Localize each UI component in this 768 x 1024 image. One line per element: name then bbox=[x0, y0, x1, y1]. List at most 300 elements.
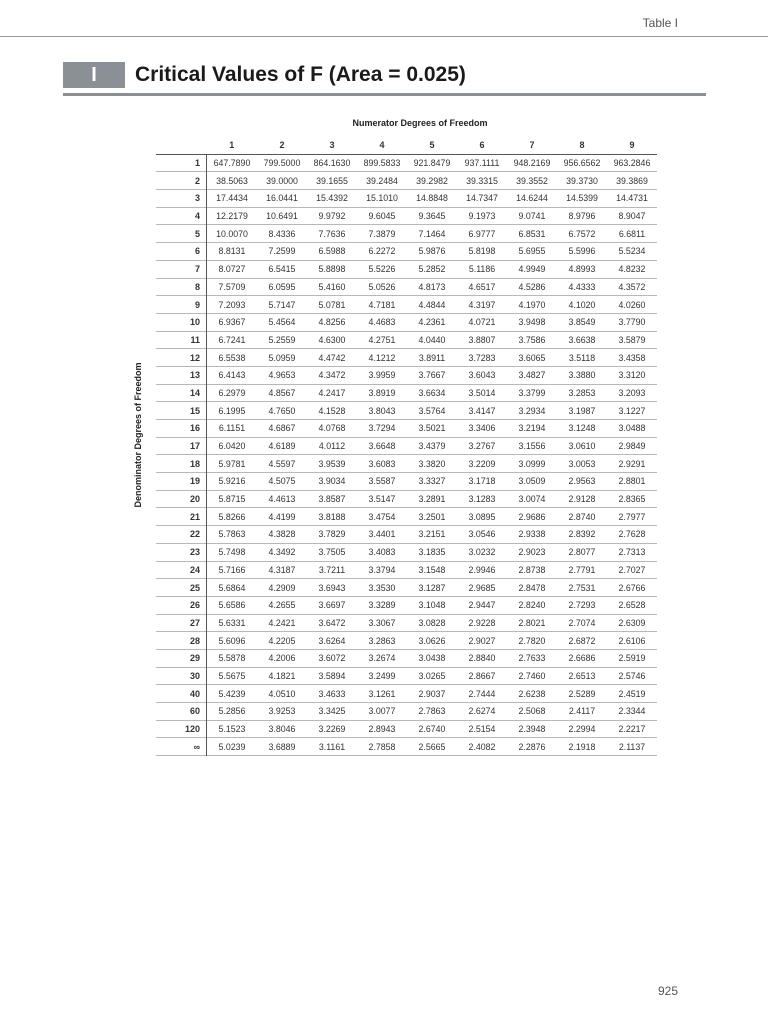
critical-value-cell: 2.2217 bbox=[618, 724, 646, 735]
table-row bbox=[156, 614, 657, 632]
critical-value-cell: 3.1718 bbox=[468, 476, 496, 487]
critical-value-cell: 2.9685 bbox=[468, 582, 496, 593]
row-df-label: 3 bbox=[156, 190, 207, 208]
critical-value-cell: 15.4392 bbox=[316, 193, 348, 204]
critical-value-cell: 3.0610 bbox=[568, 441, 596, 452]
critical-value-cell: 10.0070 bbox=[216, 228, 248, 239]
row-df-label: 5 bbox=[156, 225, 207, 243]
critical-value-cell: 3.4147 bbox=[468, 405, 496, 416]
table-row bbox=[156, 473, 657, 491]
critical-value-cell: 8.0727 bbox=[218, 264, 246, 275]
critical-value-cell: 2.9946 bbox=[468, 564, 496, 575]
critical-value-cell: 5.5234 bbox=[618, 246, 646, 257]
critical-value-cell: 14.6244 bbox=[516, 193, 548, 204]
critical-value-cell: 2.7074 bbox=[568, 617, 596, 628]
row-df-label: ∞ bbox=[156, 738, 207, 756]
critical-value-cell: 956.6562 bbox=[563, 158, 601, 169]
critical-value-cell: 8.9796 bbox=[568, 211, 596, 222]
critical-value-cell: 6.5988 bbox=[318, 246, 346, 257]
critical-value-cell: 3.6083 bbox=[368, 458, 396, 469]
critical-value-cell: 14.7347 bbox=[466, 193, 498, 204]
corner-cell bbox=[156, 137, 207, 154]
critical-value-cell: 2.6686 bbox=[568, 653, 596, 664]
column-header: 8 bbox=[557, 137, 607, 154]
critical-value-cell: 4.6189 bbox=[268, 441, 296, 452]
critical-value-cell: 3.0265 bbox=[418, 670, 446, 681]
critical-value-cell: 5.9781 bbox=[218, 458, 246, 469]
critical-value-cell: 3.2501 bbox=[418, 511, 446, 522]
critical-value-cell: 12.2179 bbox=[216, 211, 248, 222]
table-row bbox=[156, 313, 657, 331]
critical-value-cell: 14.4731 bbox=[616, 193, 648, 204]
critical-value-cell: 3.6889 bbox=[268, 741, 296, 752]
critical-value-cell: 3.8919 bbox=[368, 387, 396, 398]
critical-value-cell: 5.6955 bbox=[518, 246, 546, 257]
critical-value-cell: 5.8198 bbox=[468, 246, 496, 257]
critical-value-cell: 14.8848 bbox=[416, 193, 448, 204]
critical-value-cell: 6.9367 bbox=[218, 317, 246, 328]
critical-value-cell: 3.1161 bbox=[318, 741, 346, 752]
critical-value-cell: 3.8043 bbox=[368, 405, 396, 416]
critical-value-cell: 2.2994 bbox=[568, 724, 596, 735]
critical-value-cell: 3.6043 bbox=[468, 370, 496, 381]
critical-value-cell: 4.8993 bbox=[568, 264, 596, 275]
critical-value-cell: 9.1973 bbox=[468, 211, 496, 222]
critical-value-cell: 3.6634 bbox=[418, 387, 446, 398]
critical-value-cell: 3.2934 bbox=[518, 405, 546, 416]
critical-value-cell: 3.3530 bbox=[368, 582, 396, 593]
critical-value-cell: 2.6766 bbox=[618, 582, 646, 593]
critical-value-cell: 3.6648 bbox=[368, 441, 396, 452]
critical-value-cell: 3.4633 bbox=[318, 688, 346, 699]
critical-value-cell: 2.8667 bbox=[468, 670, 496, 681]
critical-value-cell: 2.3344 bbox=[618, 706, 646, 717]
critical-value-cell: 6.5415 bbox=[268, 264, 296, 275]
critical-value-cell: 3.4358 bbox=[618, 352, 646, 363]
critical-value-cell: 9.0741 bbox=[518, 211, 546, 222]
critical-value-cell: 5.0239 bbox=[218, 741, 246, 752]
critical-value-cell: 7.5709 bbox=[218, 281, 246, 292]
critical-value-cell: 3.0077 bbox=[368, 706, 396, 717]
critical-value-cell: 5.6331 bbox=[218, 617, 246, 628]
critical-value-cell: 10.6491 bbox=[266, 211, 298, 222]
row-df-label: 25 bbox=[156, 579, 207, 597]
critical-value-cell: 6.4143 bbox=[218, 370, 246, 381]
table-row bbox=[156, 384, 657, 402]
critical-value-cell: 5.2856 bbox=[218, 706, 246, 717]
critical-value-cell: 3.4083 bbox=[368, 547, 396, 558]
critical-value-cell: 8.9047 bbox=[618, 211, 646, 222]
critical-value-cell: 2.9447 bbox=[468, 600, 496, 611]
critical-value-cell: 3.1835 bbox=[418, 547, 446, 558]
critical-value-cell: 5.4160 bbox=[318, 281, 346, 292]
column-header: 4 bbox=[357, 137, 407, 154]
row-df-label: 10 bbox=[156, 313, 207, 331]
critical-value-cell: 3.3120 bbox=[618, 370, 646, 381]
critical-value-cell: 3.6264 bbox=[318, 635, 346, 646]
critical-value-cell: 3.3067 bbox=[368, 617, 396, 628]
critical-value-cell: 2.7444 bbox=[468, 688, 496, 699]
critical-value-cell: 6.0420 bbox=[218, 441, 246, 452]
critical-value-cell: 4.8567 bbox=[268, 387, 296, 398]
critical-value-cell: 9.6045 bbox=[368, 211, 396, 222]
critical-value-cell: 38.5063 bbox=[216, 175, 248, 186]
row-df-label: 26 bbox=[156, 596, 207, 614]
table-row bbox=[156, 225, 657, 243]
critical-value-cell: 4.4844 bbox=[418, 299, 446, 310]
critical-value-cell: 5.6864 bbox=[218, 582, 246, 593]
critical-value-cell: 5.7498 bbox=[218, 547, 246, 558]
critical-value-cell: 3.5118 bbox=[568, 352, 596, 363]
critical-value-cell: 3.1987 bbox=[568, 405, 596, 416]
table-row bbox=[156, 296, 657, 314]
row-df-label: 13 bbox=[156, 366, 207, 384]
critical-value-cell: 2.7531 bbox=[568, 582, 596, 593]
critical-value-cell: 937.1111 bbox=[464, 158, 500, 169]
critical-value-cell: 4.5597 bbox=[268, 458, 296, 469]
critical-value-cell: 2.6106 bbox=[618, 635, 646, 646]
critical-value-cell: 3.0488 bbox=[618, 423, 646, 434]
critical-value-cell: 4.2909 bbox=[268, 582, 296, 593]
critical-value-cell: 2.7293 bbox=[568, 600, 596, 611]
row-df-label: 24 bbox=[156, 561, 207, 579]
critical-value-cell: 4.4742 bbox=[318, 352, 346, 363]
table-number-badge: I bbox=[63, 62, 125, 88]
table-row bbox=[156, 720, 657, 738]
critical-value-cell: 4.0721 bbox=[468, 317, 496, 328]
critical-value-cell: 5.2559 bbox=[268, 334, 296, 345]
critical-value-cell: 7.1464 bbox=[418, 228, 446, 239]
critical-value-cell: 3.7790 bbox=[618, 317, 646, 328]
critical-value-cell: 2.7863 bbox=[418, 706, 446, 717]
table-row bbox=[156, 685, 657, 703]
title-underline bbox=[63, 93, 706, 96]
table-row bbox=[156, 579, 657, 597]
critical-value-cell: 3.7283 bbox=[468, 352, 496, 363]
critical-value-cell: 4.3828 bbox=[268, 529, 296, 540]
critical-value-cell: 3.8911 bbox=[418, 352, 446, 363]
critical-value-cell: 3.1548 bbox=[418, 564, 446, 575]
critical-value-cell: 3.3880 bbox=[568, 370, 596, 381]
critical-value-cell: 2.7027 bbox=[618, 564, 646, 575]
critical-value-cell: 3.9539 bbox=[318, 458, 346, 469]
table-row bbox=[156, 649, 657, 667]
critical-value-cell: 2.5919 bbox=[618, 653, 646, 664]
critical-value-cell: 3.6943 bbox=[318, 582, 346, 593]
table-row bbox=[156, 437, 657, 455]
critical-value-cell: 4.5075 bbox=[268, 476, 296, 487]
critical-value-cell: 3.5894 bbox=[318, 670, 346, 681]
row-df-label: 22 bbox=[156, 526, 207, 544]
critical-value-cell: 7.2599 bbox=[268, 246, 296, 257]
critical-value-cell: 2.9128 bbox=[568, 494, 596, 505]
row-df-label: 11 bbox=[156, 331, 207, 349]
page-number: 925 bbox=[657, 984, 678, 998]
critical-value-cell: 3.7505 bbox=[318, 547, 346, 558]
column-header: 9 bbox=[607, 137, 657, 154]
critical-value-cell: 4.6517 bbox=[468, 281, 496, 292]
critical-value-cell: 3.0999 bbox=[518, 458, 546, 469]
table-row bbox=[156, 154, 657, 172]
critical-value-cell: 3.7667 bbox=[418, 370, 446, 381]
row-df-label: 23 bbox=[156, 543, 207, 561]
critical-value-cell: 39.3869 bbox=[616, 175, 648, 186]
critical-value-cell: 2.5665 bbox=[418, 741, 446, 752]
critical-value-cell: 2.1918 bbox=[568, 741, 596, 752]
critical-value-cell: 4.2006 bbox=[268, 653, 296, 664]
numerator-df-label: Numerator Degrees of Freedom bbox=[352, 118, 488, 128]
row-df-label: 17 bbox=[156, 437, 207, 455]
critical-value-cell: 899.5833 bbox=[363, 158, 401, 169]
critical-value-cell: 5.7147 bbox=[268, 299, 296, 310]
critical-value-cell: 3.6472 bbox=[318, 617, 346, 628]
table-row bbox=[156, 260, 657, 278]
critical-value-cell: 4.8232 bbox=[618, 264, 646, 275]
table-row bbox=[156, 190, 657, 208]
critical-value-cell: 3.3425 bbox=[318, 706, 346, 717]
critical-value-cell: 6.1995 bbox=[218, 405, 246, 416]
critical-value-cell: 5.5996 bbox=[568, 246, 596, 257]
critical-value-cell: 7.3879 bbox=[368, 228, 396, 239]
critical-value-cell: 2.8077 bbox=[568, 547, 596, 558]
critical-value-cell: 3.3406 bbox=[468, 423, 496, 434]
critical-value-cell: 4.3472 bbox=[318, 370, 346, 381]
critical-value-cell: 39.3730 bbox=[566, 175, 598, 186]
critical-value-cell: 3.1261 bbox=[368, 688, 396, 699]
critical-value-cell: 2.6238 bbox=[518, 688, 546, 699]
critical-value-cell: 5.0959 bbox=[268, 352, 296, 363]
critical-value-cell: 2.8392 bbox=[568, 529, 596, 540]
critical-value-cell: 3.4379 bbox=[418, 441, 446, 452]
critical-value-cell: 3.7211 bbox=[318, 564, 346, 575]
critical-value-cell: 6.9777 bbox=[468, 228, 496, 239]
critical-value-cell: 2.6274 bbox=[468, 706, 496, 717]
row-df-label: 20 bbox=[156, 490, 207, 508]
critical-value-cell: 3.2499 bbox=[368, 670, 396, 681]
critical-value-cell: 2.8943 bbox=[368, 724, 396, 735]
critical-value-cell: 5.7863 bbox=[218, 529, 246, 540]
critical-value-cell: 3.3799 bbox=[518, 387, 546, 398]
critical-value-cell: 2.4519 bbox=[618, 688, 646, 699]
critical-value-cell: 2.9849 bbox=[618, 441, 646, 452]
critical-value-cell: 5.1523 bbox=[218, 724, 246, 735]
critical-value-cell: 3.2194 bbox=[518, 423, 546, 434]
critical-value-cell: 2.6528 bbox=[618, 600, 646, 611]
critical-value-cell: 6.0595 bbox=[268, 281, 296, 292]
critical-value-cell: 39.3552 bbox=[516, 175, 548, 186]
critical-value-cell: 3.8587 bbox=[318, 494, 346, 505]
critical-value-cell: 4.2751 bbox=[368, 334, 396, 345]
critical-value-cell: 2.9228 bbox=[468, 617, 496, 628]
column-header: 1 bbox=[207, 137, 258, 154]
critical-value-cell: 4.3197 bbox=[468, 299, 496, 310]
critical-value-cell: 3.0546 bbox=[468, 529, 496, 540]
row-df-label: 21 bbox=[156, 508, 207, 526]
critical-value-cell: 2.5289 bbox=[568, 688, 596, 699]
critical-value-cell: 4.8256 bbox=[318, 317, 346, 328]
critical-value-cell: 6.7241 bbox=[218, 334, 246, 345]
critical-value-cell: 2.9338 bbox=[518, 529, 546, 540]
critical-value-cell: 2.7791 bbox=[568, 564, 596, 575]
critical-value-cell: 2.9023 bbox=[518, 547, 546, 558]
critical-value-cell: 5.5878 bbox=[218, 653, 246, 664]
critical-value-cell: 3.7294 bbox=[368, 423, 396, 434]
table-body bbox=[156, 154, 657, 755]
row-df-label: 120 bbox=[156, 720, 207, 738]
critical-value-cell: 2.4117 bbox=[568, 706, 596, 717]
critical-value-cell: 6.7572 bbox=[568, 228, 596, 239]
critical-value-cell: 6.6811 bbox=[618, 228, 646, 239]
row-df-label: 14 bbox=[156, 384, 207, 402]
critical-value-cell: 2.7628 bbox=[618, 529, 646, 540]
row-df-label: 1 bbox=[156, 154, 207, 172]
critical-value-cell: 3.0232 bbox=[468, 547, 496, 558]
critical-value-cell: 5.9216 bbox=[218, 476, 246, 487]
critical-value-cell: 3.1248 bbox=[568, 423, 596, 434]
critical-value-cell: 3.6072 bbox=[318, 653, 346, 664]
critical-value-cell: 3.0438 bbox=[418, 653, 446, 664]
critical-value-cell: 5.8898 bbox=[318, 264, 346, 275]
critical-value-cell: 39.1655 bbox=[316, 175, 348, 186]
critical-value-cell: 3.2674 bbox=[368, 653, 396, 664]
critical-value-cell: 4.7650 bbox=[268, 405, 296, 416]
critical-value-cell: 2.5746 bbox=[618, 670, 646, 681]
critical-value-cell: 2.8801 bbox=[618, 476, 646, 487]
column-header: 3 bbox=[307, 137, 357, 154]
critical-value-cell: 3.1556 bbox=[518, 441, 546, 452]
header-divider bbox=[0, 36, 768, 37]
critical-value-cell: 799.5000 bbox=[263, 158, 301, 169]
table-row bbox=[156, 561, 657, 579]
critical-value-cell: 6.2979 bbox=[218, 387, 246, 398]
critical-value-cell: 3.0895 bbox=[468, 511, 496, 522]
critical-value-cell: 2.2876 bbox=[518, 741, 546, 752]
critical-value-cell: 3.5764 bbox=[418, 405, 446, 416]
critical-value-cell: 3.9253 bbox=[268, 706, 296, 717]
critical-value-cell: 4.4333 bbox=[568, 281, 596, 292]
row-df-label: 18 bbox=[156, 455, 207, 473]
critical-value-cell: 5.8715 bbox=[218, 494, 246, 505]
critical-value-cell: 4.4199 bbox=[268, 511, 296, 522]
critical-value-cell: 3.2269 bbox=[318, 724, 346, 735]
critical-value-cell: 2.8021 bbox=[518, 617, 546, 628]
critical-value-cell: 16.0441 bbox=[266, 193, 298, 204]
critical-value-cell: 5.4564 bbox=[268, 317, 296, 328]
row-df-label: 15 bbox=[156, 402, 207, 420]
critical-value-cell: 2.8740 bbox=[568, 511, 596, 522]
critical-value-cell: 864.1630 bbox=[313, 158, 351, 169]
table-row bbox=[156, 366, 657, 384]
table-header-row bbox=[156, 137, 657, 154]
page-title: Critical Values of F (Area = 0.025) bbox=[135, 63, 466, 86]
critical-value-cell: 3.2767 bbox=[468, 441, 496, 452]
critical-value-cell: 39.2484 bbox=[366, 175, 398, 186]
table-row bbox=[156, 278, 657, 296]
critical-value-cell: 2.7858 bbox=[368, 741, 396, 752]
critical-value-cell: 3.5147 bbox=[368, 494, 396, 505]
critical-value-cell: 921.8479 bbox=[413, 158, 451, 169]
critical-value-cell: 3.1227 bbox=[618, 405, 646, 416]
critical-value-cell: 2.6513 bbox=[568, 670, 596, 681]
critical-value-cell: 3.6065 bbox=[518, 352, 546, 363]
critical-value-cell: 39.0000 bbox=[266, 175, 298, 186]
critical-value-cell: 4.1528 bbox=[318, 405, 346, 416]
denominator-df-label: Denominator Degrees of Freedom bbox=[133, 362, 143, 508]
critical-value-cell: 3.5879 bbox=[618, 334, 646, 345]
critical-value-cell: 3.7829 bbox=[318, 529, 346, 540]
critical-value-cell: 4.9949 bbox=[518, 264, 546, 275]
critical-value-cell: 4.3492 bbox=[268, 547, 296, 558]
critical-value-cell: 3.2093 bbox=[618, 387, 646, 398]
critical-value-cell: 3.3820 bbox=[418, 458, 446, 469]
table-row bbox=[156, 331, 657, 349]
critical-value-cell: 3.1048 bbox=[418, 600, 446, 611]
row-df-label: 60 bbox=[156, 703, 207, 721]
critical-value-cell: 6.8531 bbox=[518, 228, 546, 239]
column-header: 6 bbox=[457, 137, 507, 154]
row-df-label: 6 bbox=[156, 243, 207, 261]
critical-value-cell: 4.0768 bbox=[318, 423, 346, 434]
f-critical-values-table bbox=[156, 137, 657, 756]
table-row bbox=[156, 420, 657, 438]
critical-value-cell: 4.0260 bbox=[618, 299, 646, 310]
critical-value-cell: 4.2417 bbox=[318, 387, 346, 398]
table-row bbox=[156, 738, 657, 756]
critical-value-cell: 3.8807 bbox=[468, 334, 496, 345]
table-row bbox=[156, 508, 657, 526]
row-df-label: 16 bbox=[156, 420, 207, 438]
critical-value-cell: 2.9291 bbox=[618, 458, 646, 469]
critical-value-cell: 5.9876 bbox=[418, 246, 446, 257]
row-df-label: 7 bbox=[156, 260, 207, 278]
critical-value-cell: 5.6096 bbox=[218, 635, 246, 646]
critical-value-cell: 39.3315 bbox=[466, 175, 498, 186]
row-df-label: 27 bbox=[156, 614, 207, 632]
critical-value-cell: 2.1137 bbox=[618, 741, 646, 752]
row-df-label: 40 bbox=[156, 685, 207, 703]
critical-value-cell: 3.8549 bbox=[568, 317, 596, 328]
critical-value-cell: 3.5014 bbox=[468, 387, 496, 398]
critical-value-cell: 5.7166 bbox=[218, 564, 246, 575]
critical-value-cell: 647.7890 bbox=[213, 158, 251, 169]
title-block bbox=[63, 60, 706, 100]
table-row bbox=[156, 455, 657, 473]
critical-value-cell: 948.2169 bbox=[513, 158, 551, 169]
critical-value-cell: 3.2853 bbox=[568, 387, 596, 398]
critical-value-cell: 8.8131 bbox=[218, 246, 246, 257]
table-row bbox=[156, 632, 657, 650]
critical-value-cell: 4.2361 bbox=[418, 317, 446, 328]
critical-value-cell: 3.9034 bbox=[318, 476, 346, 487]
critical-value-cell: 2.9686 bbox=[518, 511, 546, 522]
critical-value-cell: 3.4401 bbox=[368, 529, 396, 540]
critical-value-cell: 3.5587 bbox=[368, 476, 396, 487]
table-row bbox=[156, 596, 657, 614]
critical-value-cell: 3.0053 bbox=[568, 458, 596, 469]
row-df-label: 4 bbox=[156, 207, 207, 225]
critical-value-cell: 4.4613 bbox=[268, 494, 296, 505]
critical-value-cell: 2.8840 bbox=[468, 653, 496, 664]
critical-value-cell: 3.5021 bbox=[418, 423, 446, 434]
critical-value-cell: 14.5399 bbox=[566, 193, 598, 204]
table-row bbox=[156, 402, 657, 420]
critical-value-cell: 7.2093 bbox=[218, 299, 246, 310]
critical-value-cell: 2.6740 bbox=[418, 724, 446, 735]
critical-value-cell: 4.4683 bbox=[368, 317, 396, 328]
critical-value-cell: 3.1287 bbox=[418, 582, 446, 593]
critical-value-cell: 2.6309 bbox=[618, 617, 646, 628]
critical-value-cell: 3.3794 bbox=[368, 564, 396, 575]
